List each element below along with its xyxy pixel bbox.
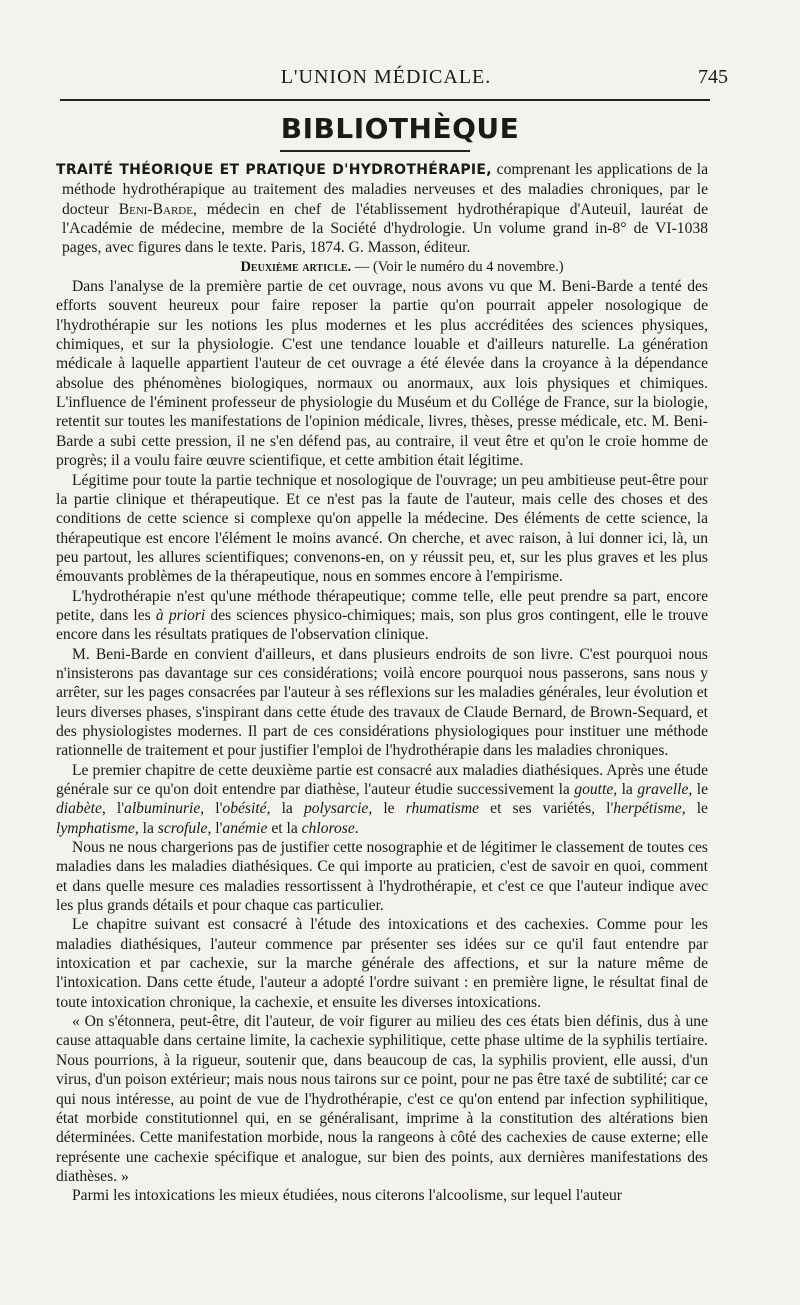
- disease-term: diabète: [56, 800, 102, 818]
- text-segment: , l': [101, 800, 125, 818]
- disease-term: herpétisme: [613, 800, 682, 818]
- paragraph-5-start: Le premier chapitre de cette deuxième partie est consacré aux maladies diathésiques. Après une étude générale sur ce qu'on doit entendre par diathèse, l'auteur étudie successivement la: [56, 761, 708, 798]
- header-rule: [60, 99, 710, 101]
- paragraph-3: [56, 587, 708, 645]
- text-segment: .: [354, 819, 359, 837]
- paragraph-6: Nous ne nous chargerions pas de justifier cette nosographie et de légitimer le classement de toutes ces maladies dans les maladies diathésiques. Ce qui importe au praticien, c'est de savoir en quoi, comment et dans quelle mesure ces maladies ressortissent à l'hydrothérapie, et c'est ce que l'auteur indique avec les plus grands détails et pour chaque cas particulier.: [56, 839, 708, 915]
- paragraph-2: Légitime pour toute la partie technique et nosologique de l'ouvrage; un peu ambitieuse peut-être pour la partie clinique et thérapeutique. Et ce n'est pas la faute de l'auteur, mais celle des choses et des conditions de cette science si complexe qu'on appelle la médecine. Des éléments de cette science, la thérapeutique est encore l'élément le moins avancé. On cherche, et avec raison, à lui donner ici, là, un peu partout, les allures scientifiques; convenons-en, on y réussit peu, et, sur les plus graves et les plus émouvants problèmes de la thérapeutique, nous en sommes encore à l'empirisme.: [56, 471, 708, 586]
- page-number: 745: [698, 66, 728, 88]
- text-segment: , la: [613, 781, 638, 798]
- text-segment: , la: [134, 819, 158, 837]
- disease-term: rhumatisme: [405, 800, 480, 818]
- text-segment: , la: [266, 800, 304, 818]
- paragraph-7: Le chapitre suivant est consacré à l'étude des intoxications et des cachexies. Comme pour les maladies diathésiques, l'auteur commence par présenter ses idées sur ce qu'il faut entendre par intoxication et par cachexie, sur la marche générale des affections, et sur la nature même de l'intoxication. Dans cette étude, l'auteur a adopté l'ordre suivant : en première ligne, le résultat final de toute intoxication chronique, la cachexie, et ensuite les diverses intoxications.: [56, 916, 708, 1011]
- book-publication-details: , médecin en chef de l'établissement hydrothérapique d'Auteuil, lauréat de l'Académie de médecine, membre de la Société d'hydrologie. Un volume grand in-8° de VI-1038 pages, avec figures dans le texte. Paris, 1874. G. Masson, éditeur.: [62, 200, 708, 257]
- journal-title: L'UNION MÉDICALE.: [280, 66, 492, 88]
- article-note: [56, 258, 708, 277]
- text-segment: , le: [688, 781, 708, 798]
- paragraph-8-quotation: « On s'étonnera, peut-être, dit l'auteur, de voir figurer au milieu des ces états bien définis, dus à une cause attaquable dans certaine limite, la cachexie syphilitique, cette phase ultime de la syphilis tertiaire. Nous pourrions, à la rigueur, soutenir que, dans beaucoup de cas, la syphilis provient, elle aussi, d'un virus, d'un poison extérieur; mais nous nous tairons sur ce point, pour ne pas être taxé de subtilité; car ce qui nous intéresse, au point de vue de l'hydrothérapie, c'est ce qu'on entend par infection syphilitique, état morbide constitutionnel qui, en se généralisant, imprime à la constitution des altérations bien déterminées. Cette manifestation morbide, nous la rangeons à côté des cachexies de cause externe; elle représente une cachexie spécifique et analogue, sur bien des points, aux dernières manifestations des diathèses. »: [56, 1013, 708, 1185]
- text-segment: , l': [200, 800, 223, 818]
- text-segment: et la: [267, 819, 302, 837]
- disease-term: anémie: [222, 819, 268, 837]
- disease-term: chlorose: [301, 819, 355, 837]
- book-title: TRAITÉ THÉORIQUE ET PRATIQUE D'HYDROTHÉRAPIE,: [56, 162, 492, 178]
- text-segment: , le: [368, 800, 406, 818]
- book-description: comprenant les applications de la méthode hydrothérapique au traitement des maladies nerveuses et des maladies chroniques, par le docteur: [62, 161, 708, 218]
- text-segment: et ses variétés, l': [479, 800, 614, 818]
- section-title-rule: [280, 150, 470, 152]
- book-author: Beni-Barde: [118, 200, 193, 218]
- section-title: BIBLIOTHÈQUE: [280, 112, 520, 145]
- article-label: Deuxième article.: [240, 258, 352, 275]
- paragraph-9: Parmi les intoxications les mieux étudiées, nous citerons l'alcoolisme, sur lequel l'auteur: [72, 1187, 622, 1205]
- paragraph-3-end: des sciences physico-chimiques; mais, son plus gros contingent, elle le trouve encore dans les résultats pratiques de l'observation clinique.: [56, 606, 709, 644]
- disease-term: scrofule: [157, 819, 208, 837]
- paragraph-3-start: L'hydrothérapie n'est qu'une méthode thérapeutique; comme telle, elle peut prendre sa part, encore petite, dans les: [56, 587, 708, 624]
- disease-term: lymphatisme: [56, 819, 135, 837]
- text-segment: , le: [681, 800, 708, 818]
- disease-term: albuminurie: [124, 800, 201, 818]
- paragraph-4: M. Beni-Barde en convient d'ailleurs, et dans plusieurs endroits de son livre. C'est pourquoi nous n'insisterons pas davantage sur ces considérations; voilà encore pourquoi nous passerons, sans nous y arrêter, sur les pages consacrées par l'auteur à ses réflexions sur les maladies générales, leur évolution et leurs diverses phases, s'inspirant dans cette étude des travaux de Claude Bernard, de Brown-Sequard, et des physiologistes modernes. Il part de ces considérations physiologiques pour instituer une méthode rationnelle de traitement et pour justifier l'emploi de l'hydrothérapie dans les maladies chroniques.: [56, 645, 708, 760]
- disease-term: polysarcie: [303, 800, 369, 818]
- article-reference: — (Voir le numéro du 4 novembre.): [351, 258, 564, 275]
- paragraph-3-emphasis: à priori: [155, 606, 206, 624]
- paragraph-5: [56, 761, 708, 838]
- disease-term: obésité: [222, 800, 267, 818]
- book-reference: [56, 160, 708, 258]
- article-body: [56, 160, 708, 1206]
- running-head: [56, 66, 728, 96]
- disease-term: goutte: [574, 781, 614, 798]
- disease-term: gravelle: [637, 781, 689, 798]
- paragraph-1: Dans l'analyse de la première partie de cet ouvrage, nous avons vu que M. Beni-Barde a tenté des efforts souvent heureux pour faire reposer la partie qu'on pourrait appeler nosologique de l'hydrothérapie sur les notions les plus modernes et les plus accréditées des sciences physiques, chimiques, et sur la physiologie. C'est une tendance louable et d'ailleurs naturelle. La génération médicale à laquelle appartient l'auteur de cet ouvrage a été élevée dans la croyance à la dépendance absolue des phénomènes biologiques, normaux ou anormaux, aux lois physiques et chimiques. L'influence de l'éminent professeur de physiologie du Muséum et du Collége de France, sur la biologie, retentit sur toutes les manifestations de l'opinion médicale, livres, thèses, presse médicale, etc. M. Beni-Barde a subi cette pression, il ne s'en défend pas, au contraire, il veut être et qu'on le croie homme de progrès; il a voulu faire œuvre scientifique, et cette ambition était légitime.: [56, 278, 708, 470]
- text-segment: , l': [207, 819, 223, 837]
